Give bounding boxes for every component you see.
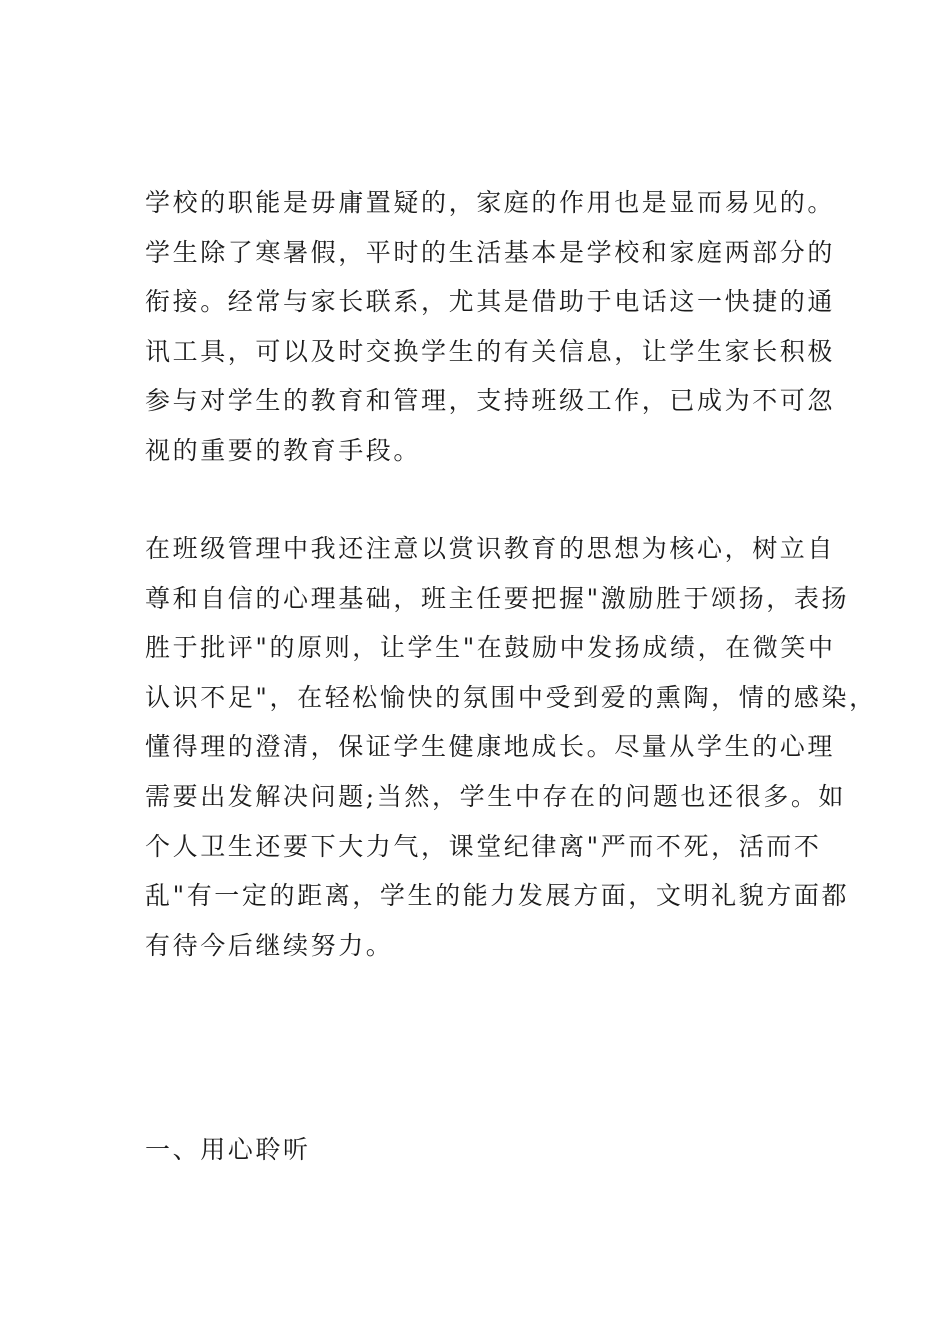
text-line: 认识不足"，在轻松愉快的氛围中受到爱的熏陶，情的感染， <box>145 682 877 712</box>
text-line: 需要出发解决问题;当然，学生中存在的问题也还很多。如 <box>145 781 847 811</box>
paragraph-1 <box>145 178 835 476</box>
text-line: 衔接。经常与家长联系，尤其是借助于电话这一快捷的通 <box>145 287 836 317</box>
text-line: 在班级管理中我还注意以赏识教育的思想为核心，树立自 <box>145 534 836 563</box>
text-line: 视的重要的教育手段。 <box>145 435 422 465</box>
section-heading: 一、用心聆听 <box>145 1135 311 1164</box>
text-line: 有待今后继续努力。 <box>145 930 394 960</box>
text-line: 讯工具，可以及时交换学生的有关信息，让学生家长积极 <box>145 336 836 366</box>
text-line: 懂得理的澄清，保证学生健康地成长。尽量从学生的心理 <box>145 732 836 762</box>
text-line: 学生除了寒暑假，平时的生活基本是学校和家庭两部分的 <box>145 237 836 267</box>
text-line: 参与对学生的教育和管理，支持班级工作，已成为不可忽 <box>145 386 836 416</box>
text-line: 学校的职能是毋庸置疑的，家庭的作用也是显而易见的。 <box>145 188 836 217</box>
text-line: 乱"有一定的距离，学生的能力发展方面，文明礼貌方面都 <box>145 881 850 911</box>
text-line: 尊和自信的心理基础，班主任要把握"激励胜于颂扬，表扬 <box>145 583 850 613</box>
text-line: 个人卫生还要下大力气，课堂纪律离"严而不死，活而不 <box>145 831 822 861</box>
text-line: 胜于批评"的原则，让学生"在鼓励中发扬成绩，在微笑中 <box>145 633 836 663</box>
paragraph-2 <box>145 524 877 970</box>
